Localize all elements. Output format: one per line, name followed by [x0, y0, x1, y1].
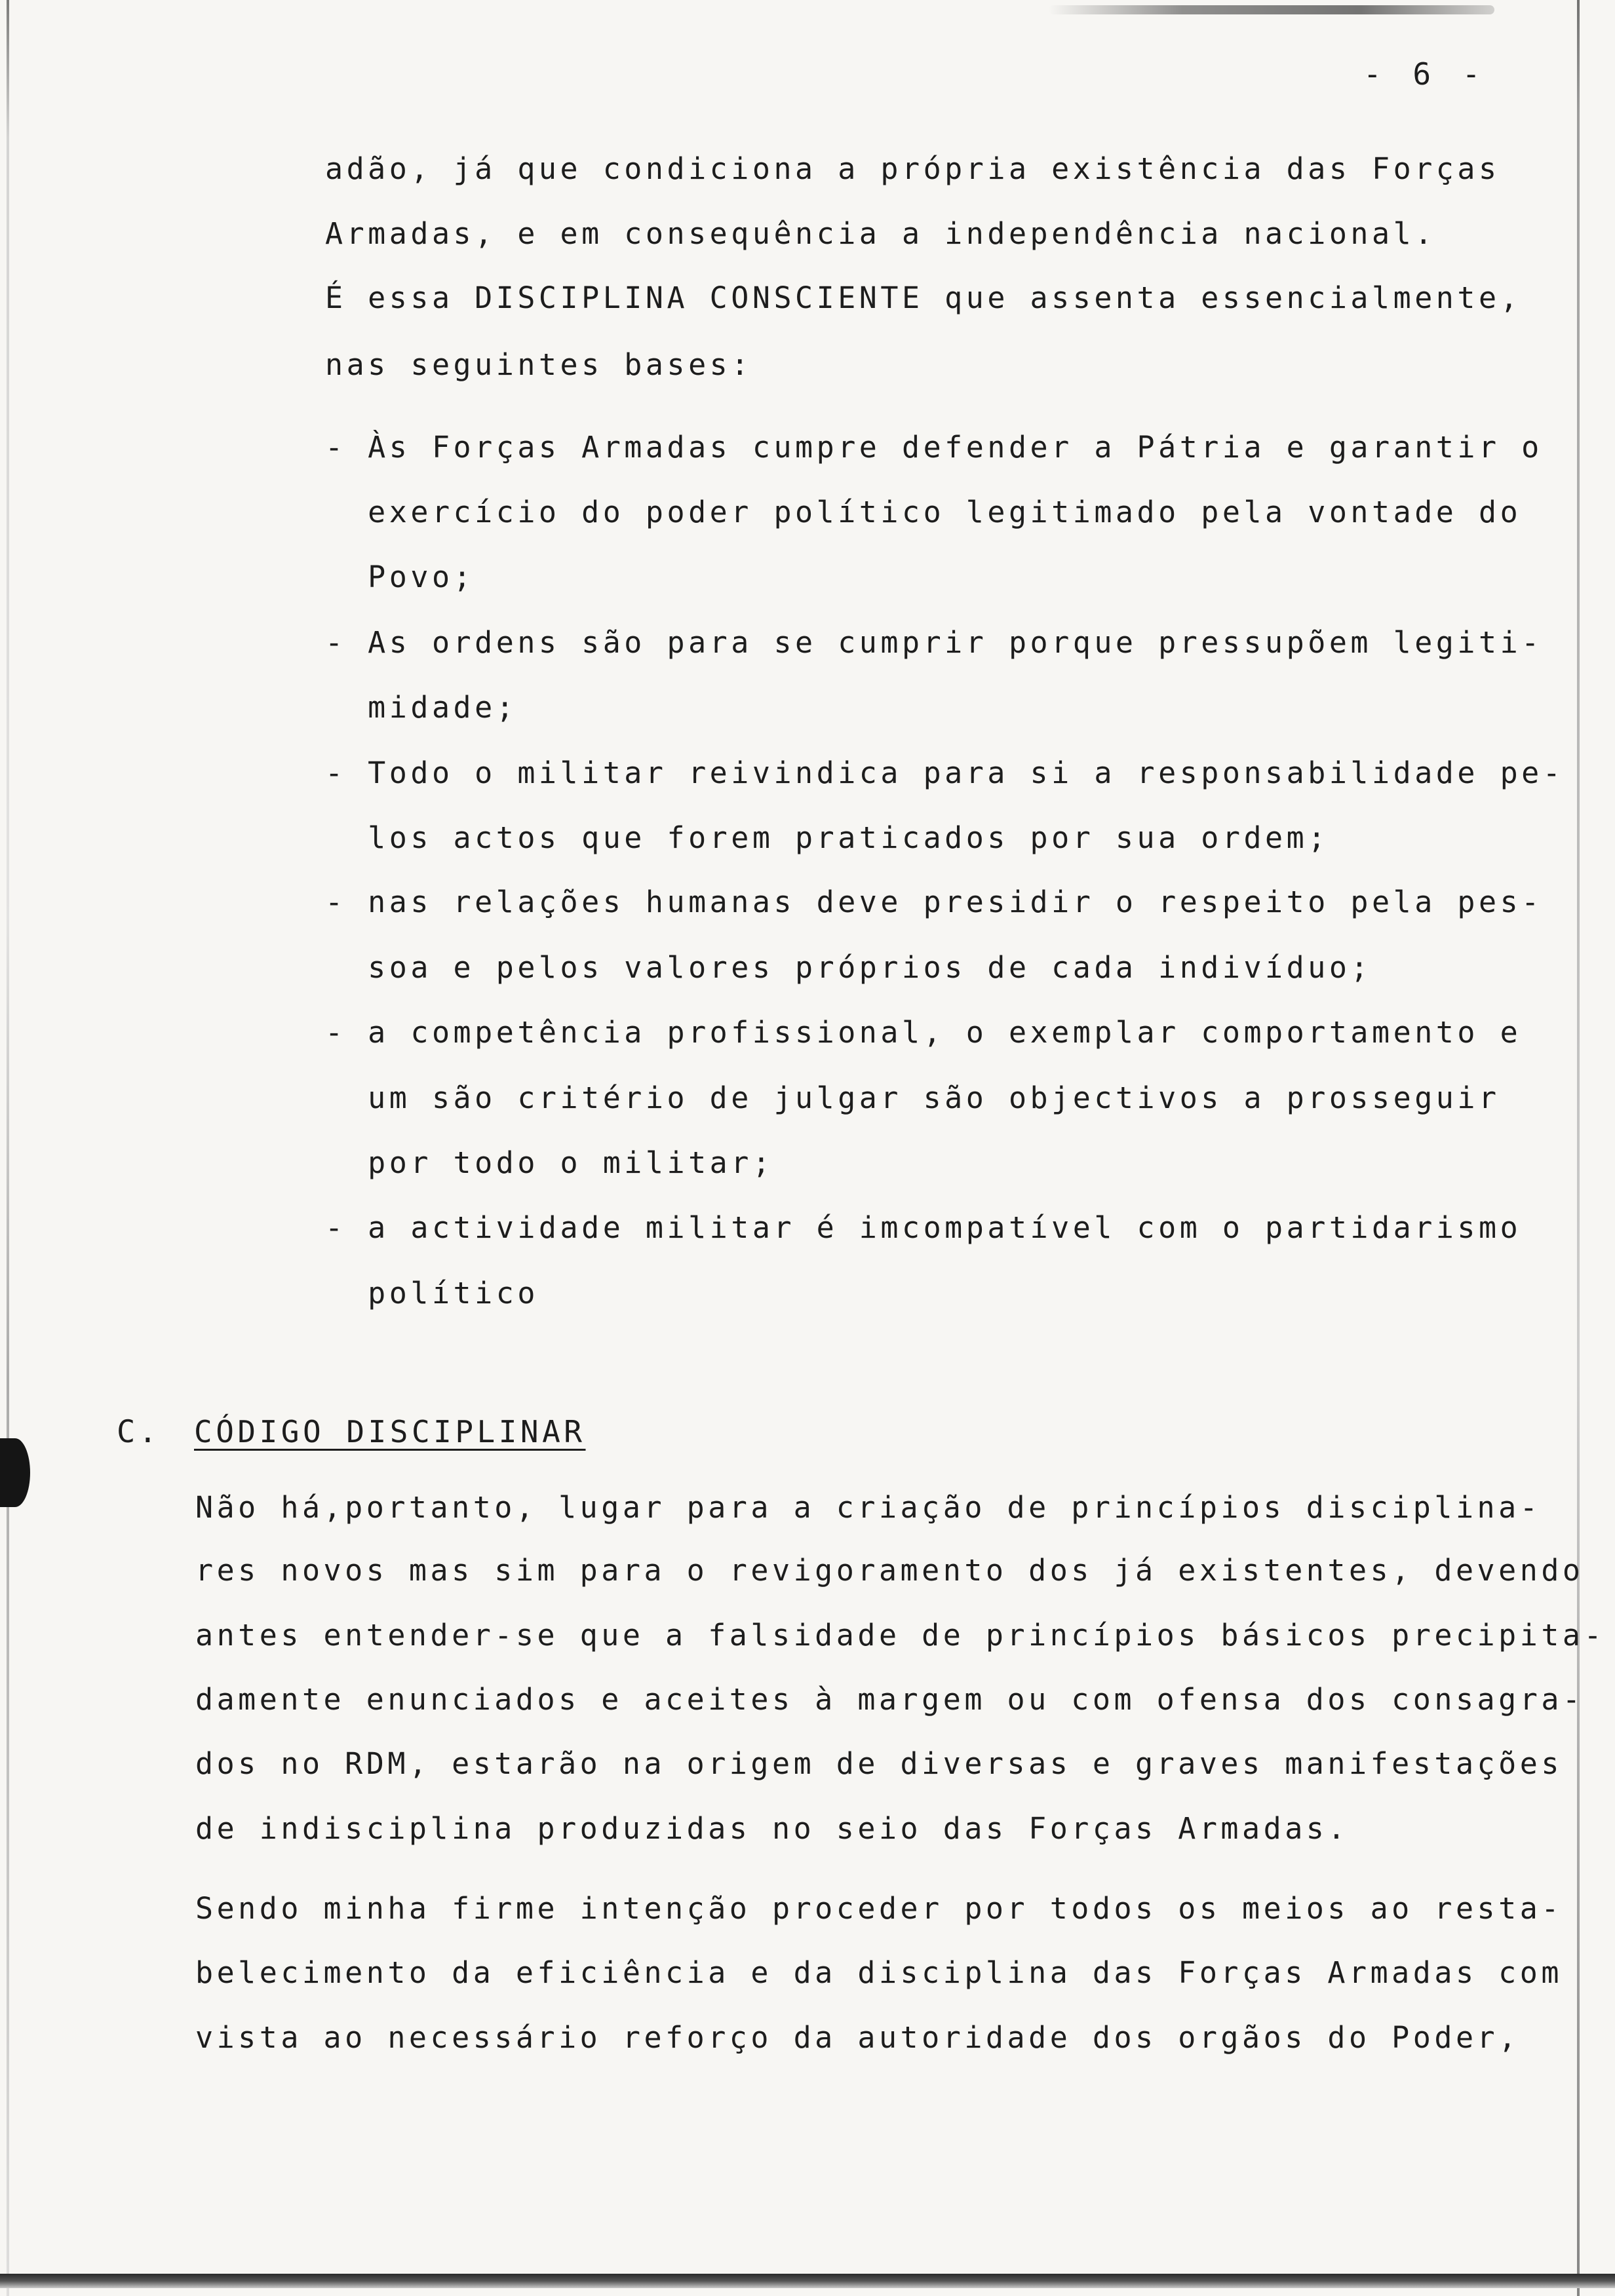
bases-list-item: los actos que forem praticados por sua ordem;: [325, 820, 1329, 855]
bases-list-item: midade;: [325, 690, 518, 725]
bases-list-item: soa e pelos valores próprios de cada indivíduo;: [325, 950, 1372, 985]
bases-list-item: Povo;: [325, 560, 475, 594]
intro-line: É essa DISCIPLINA CONSCIENTE que assenta essencialmente,: [325, 280, 1522, 315]
paragraph-line: de indisciplina produzidas no seio das Forças Armadas.: [195, 1811, 1349, 1846]
paragraph-line: Não há,portanto, lugar para a criação de princípios disciplina-: [195, 1490, 1542, 1525]
paragraph-line: res novos mas sim para o revigoramento dos já existentes, devendo: [195, 1553, 1584, 1588]
paragraph-line: dos no RDM, estarão na origem de diversas e graves manifestações: [195, 1746, 1563, 1781]
section-label: C.: [117, 1414, 161, 1450]
bases-list-item: político: [325, 1276, 539, 1311]
paragraph-line: antes entender-se que a falsidade de princípios básicos precipita-: [195, 1618, 1606, 1653]
bases-list-item: - As ordens são para se cumprir porque pressupõem legiti-: [325, 625, 1543, 660]
scan-bottom-bar: [0, 2274, 1615, 2288]
bases-list-item: exercício do poder político legitimado pela vontade do: [325, 495, 1522, 529]
scan-top-smudge: [1049, 5, 1494, 14]
bases-list-item: - Todo o militar reivindica para si a responsabilidade pe-: [325, 756, 1565, 790]
intro-line: nas seguintes bases:: [325, 347, 752, 382]
bases-list-item: - a actividade militar é imcompatível com o partidarismo: [325, 1210, 1522, 1245]
paragraph-line: vista ao necessário reforço da autoridade dos orgãos do Poder,: [195, 2020, 1520, 2055]
bases-list-item: por todo o militar;: [325, 1145, 774, 1180]
scan-left-edge: [7, 0, 9, 2296]
intro-line: Armadas, e em consequência a independência nacional.: [325, 216, 1436, 251]
bases-list-item: - a competência profissional, o exemplar comportamento e: [325, 1015, 1522, 1050]
intro-line: adão, já que condiciona a própria existência das Forças: [325, 151, 1500, 186]
bases-list-item: - Às Forças Armadas cumpre defender a Pátria e garantir o: [325, 430, 1543, 465]
bases-list-item: - nas relações humanas deve presidir o respeito pela pes-: [325, 885, 1543, 919]
paragraph-line: damente enunciados e aceites à margem ou com ofensa dos consagra-: [195, 1682, 1584, 1717]
scan-right-edge: [1577, 0, 1580, 2296]
page-number: - 6 -: [1363, 56, 1487, 92]
paragraph-line: Sendo minha firme intenção proceder por todos os meios ao resta-: [195, 1891, 1563, 1926]
bases-list-item: um são critério de julgar são objectivos a prosseguir: [325, 1081, 1500, 1115]
scan-left-blot: [0, 1438, 30, 1507]
paragraph-line: belecimento da eficiência e da disciplina das Forças Armadas com: [195, 1955, 1563, 1990]
section-title: CÓDIGO DISCIPLINAR: [194, 1414, 586, 1449]
